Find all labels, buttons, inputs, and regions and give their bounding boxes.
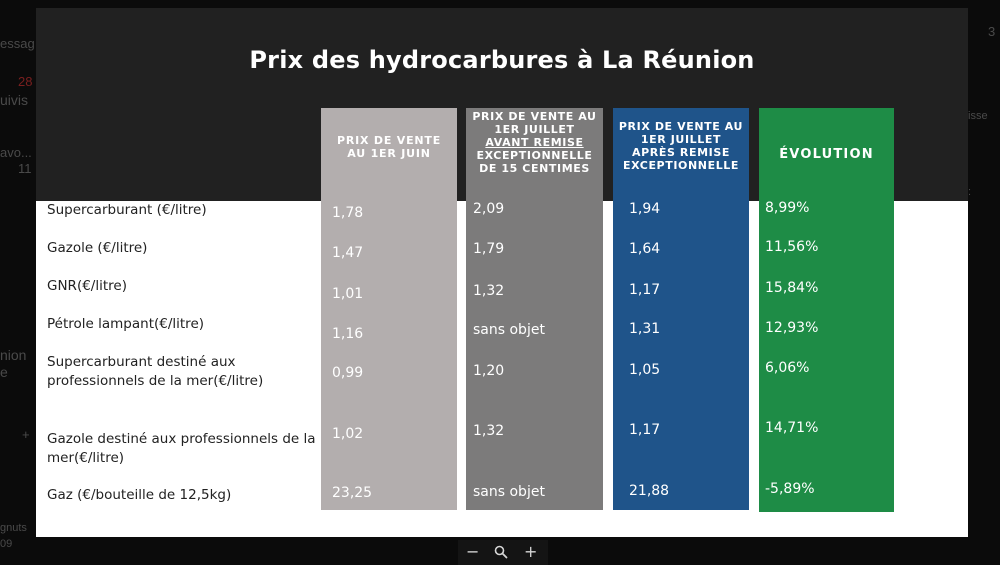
cell-value: 1,17	[629, 422, 661, 438]
column-evolution	[759, 108, 894, 512]
bg-fragment: 09	[0, 538, 13, 550]
bg-fragment: avo...	[0, 145, 32, 160]
row-label: Gazole destiné aux professionnels de la mer(€/litre)	[47, 431, 316, 466]
cell-value: 1,32	[473, 283, 505, 299]
bg-fragment: 3	[988, 24, 996, 39]
cell-value: 1,31	[629, 321, 661, 337]
bg-fragment: isse	[968, 110, 988, 122]
column-price-before-discount	[466, 108, 603, 510]
bg-fragment: 28	[18, 74, 33, 89]
cell-value: 1,32	[473, 423, 505, 439]
magnifier-icon[interactable]	[494, 544, 508, 563]
column-header: PRIX DE VENTE AU 1ER JUIN	[336, 134, 442, 160]
cell-value: 8,99%	[765, 200, 810, 216]
row-label: Supercarburant destiné aux professionnels de la mer(€/litre)	[47, 354, 264, 389]
bg-fragment: :	[968, 186, 972, 198]
zoom-controls	[458, 540, 548, 565]
cell-value: 11,56%	[765, 239, 819, 255]
bg-fragment: essag	[0, 36, 35, 51]
cell-value: 12,93%	[765, 320, 819, 336]
row-label: Supercarburant (€/litre)	[47, 202, 207, 218]
row-label: GNR(€/litre)	[47, 278, 127, 294]
bg-fragment: e	[0, 364, 8, 380]
cell-value: 1,20	[473, 363, 505, 379]
bg-fragment: nion	[0, 347, 27, 363]
cell-value: sans objet	[473, 484, 545, 500]
bg-fragment: 11	[18, 161, 32, 176]
zoom-out-button[interactable]: −	[466, 542, 480, 561]
cell-value: 1,02	[332, 426, 364, 442]
cell-value: 1,47	[332, 245, 364, 261]
cell-value: 1,78	[332, 205, 364, 221]
column-price-june	[321, 108, 457, 510]
cell-value: 21,88	[629, 483, 670, 499]
cell-value: 6,06%	[765, 360, 810, 376]
bg-fragment: uivis	[0, 92, 29, 108]
cell-value: 23,25	[332, 485, 373, 501]
cell-value: 1,05	[629, 362, 661, 378]
cell-value: sans objet	[473, 322, 545, 338]
cell-value: 14,71%	[765, 420, 819, 436]
column-header: ÉVOLUTION	[779, 147, 874, 162]
zoom-in-button[interactable]: +	[524, 542, 538, 561]
column-price-after-discount	[613, 108, 749, 510]
cell-value: 1,79	[473, 241, 505, 257]
cell-value: 1,94	[629, 201, 661, 217]
viewer-image	[36, 8, 968, 537]
cell-value: 1,64	[629, 241, 661, 257]
magnifier-icon-svg	[494, 545, 508, 559]
cell-value: 1,16	[332, 326, 364, 342]
bg-fragment: gnuts	[0, 522, 27, 534]
cell-value: -5,89%	[765, 481, 815, 497]
column-header: PRIX DE VENTE AU 1ER JUILLET AVANT REMISE EXCEPTIONNELLE DE 15 CENTIMES	[472, 110, 597, 175]
bg-fragment: +	[22, 427, 30, 442]
row-label: Gaz (€/bouteille de 12,5kg)	[47, 487, 232, 503]
row-label: Pétrole lampant(€/litre)	[47, 316, 205, 332]
infographic-title: Prix des hydrocarbures à La Réunion	[249, 46, 755, 74]
cell-value: 1,17	[629, 282, 661, 298]
cell-value: 15,84%	[765, 280, 819, 296]
cell-value: 1,01	[332, 286, 364, 302]
cell-value: 0,99	[332, 365, 364, 381]
row-label: Gazole (€/litre)	[47, 240, 148, 256]
column-header: PRIX DE VENTE AU 1ER JUILLET APRÈS REMISE EXCEPTIONNELLE	[618, 120, 744, 172]
cell-value: 2,09	[473, 201, 505, 217]
